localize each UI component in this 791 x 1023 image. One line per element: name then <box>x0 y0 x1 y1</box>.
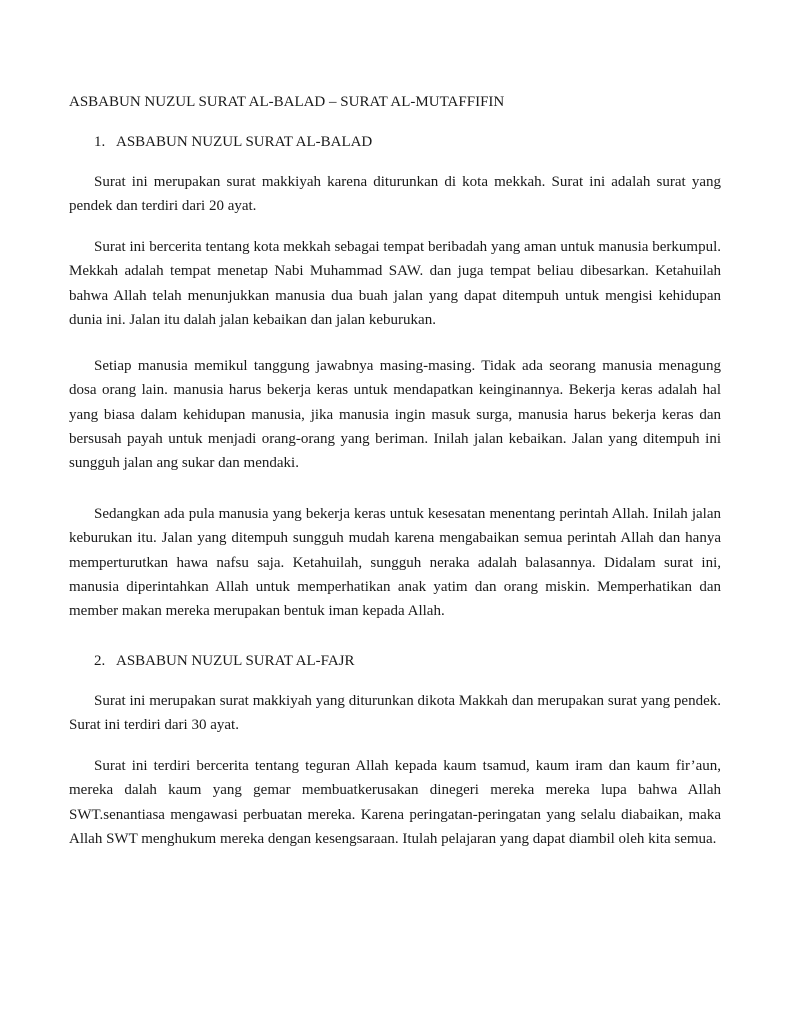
paragraph: Surat ini bercerita tentang kota mekkah sebagai tempat beribadah yang aman untuk manusia berkumpul. Mekkah adalah tempat menetap Nabi Muhammad SAW. dan juga tempat beliau dibesarkan. Ketahuilah bahwa Allah telah menunjukkan manusia dua buah jalan yang dapat ditempuh untuk mengisi kehidupan dunia ini. Jalan itu dalah jalan kebaikan dan jalan keburukan. <box>69 239 721 328</box>
paragraph: Setiap manusia memikul tanggung jawabnya masing-masing. Tidak ada seorang manusia menagung dosa orang lain. manusia harus bekerja keras untuk mendapatkan keinginannya. Bekerja keras adalah hal yang biasa dalam kehidupan manusia, jika manusia ingin masuk surga, manusia harus bekerja keras dan bersusah payah untuk menjadi orang-orang yang beriman. Inilah jalan kebaikan. Jalan yang ditempuh ini sungguh jalan ang sukar dan mendaki. <box>69 358 721 472</box>
section-heading-al-fajr <box>94 651 355 671</box>
section-number: 2. <box>94 653 106 669</box>
section-heading-al-balad <box>94 132 372 152</box>
section-heading-text: ASBABUN NUZUL SURAT AL-BALAD <box>116 134 373 150</box>
paragraph: Surat ini merupakan surat makkiyah yang diturunkan dikota Makkah dan merupakan surat yang pendek. Surat ini terdiri dari 30 ayat. <box>69 693 721 734</box>
section-heading-text: ASBABUN NUZUL SURAT AL-FAJR <box>116 653 355 669</box>
paragraph: Sedangkan ada pula manusia yang bekerja keras untuk kesesatan menentang perintah Allah. Inilah jalan keburukan itu. Jalan yang ditempuh sungguh mudah karena mengabaikan semua perintah Allah dan hanya memperturutkan hawa nafsu saja. Ketahuilah, sungguh neraka adalah balasannya. Didalam surat ini, manusia diperintahkan Allah untuk memperhatikan anak yatim dan orang miskin. Memperhatikan dan member makan mereka merupakan bentuk iman kepada Allah. <box>69 506 721 620</box>
paragraph: Surat ini terdiri bercerita tentang teguran Allah kepada kaum tsamud, kaum iram dan kaum fir’aun, mereka dalah kaum yang gemar membuatkerusakan dinegeri mereka mereka lupa bahwa Allah SWT.senantiasa mengawasi perbuatan mereka. Karena peringatan-peringatan yang selalu diabaikan, maka Allah SWT menghukum mereka dengan kesengsaraan. Itulah pelajaran yang dapat diambil oleh kita semua. <box>69 758 721 847</box>
section-number: 1. <box>94 134 106 150</box>
document-title: ASBABUN NUZUL SURAT AL-BALAD – SURAT AL-MUTAFFIFIN <box>69 94 505 110</box>
paragraph: Surat ini merupakan surat makkiyah karena diturunkan di kota mekkah. Surat ini adalah surat yang pendek dan terdiri dari 20 ayat. <box>69 174 721 215</box>
